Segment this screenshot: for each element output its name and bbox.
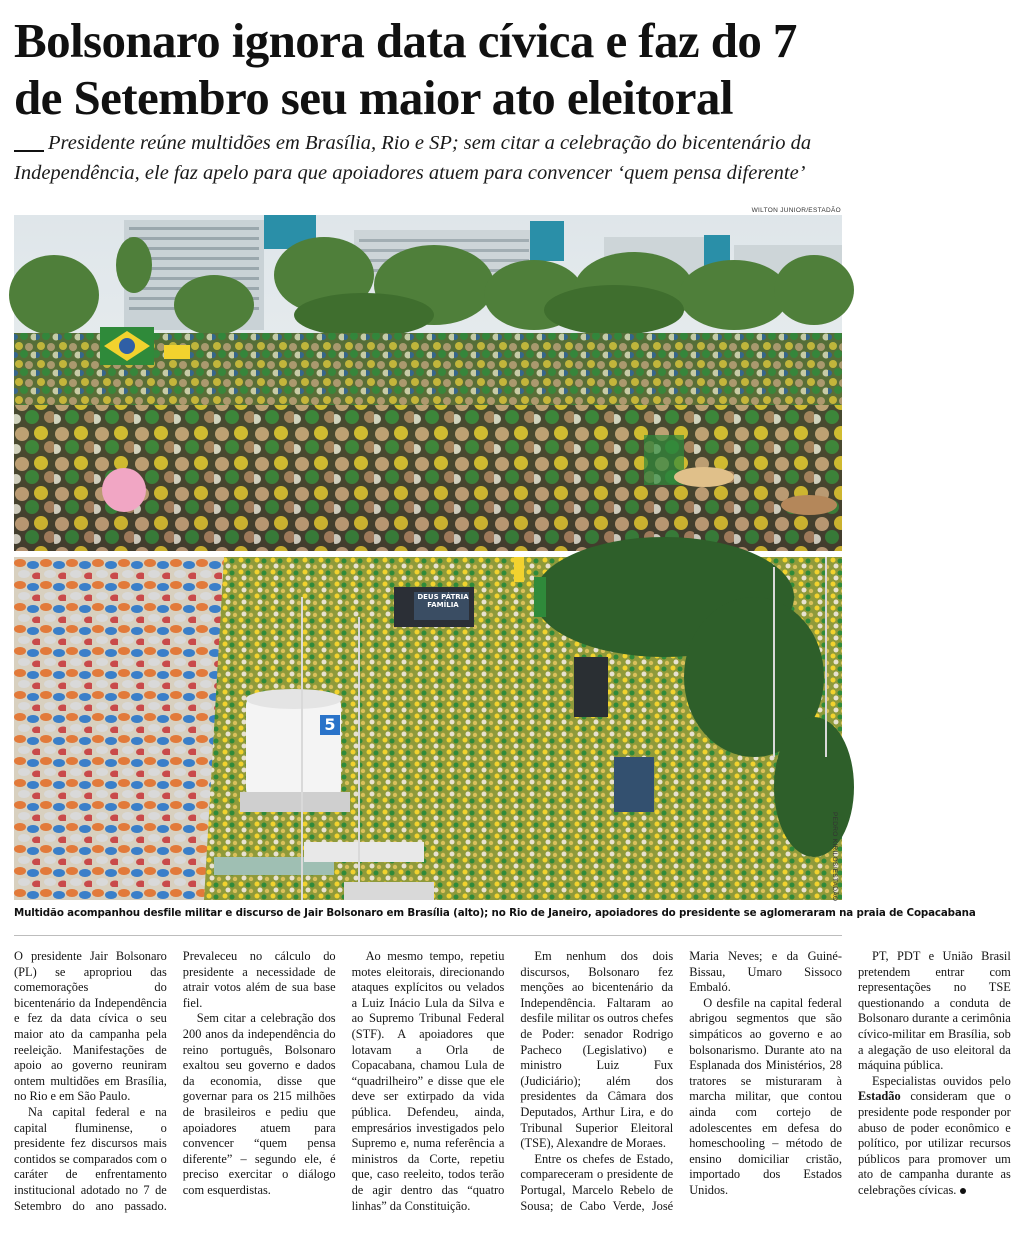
final-bold-source: Estadão [857, 1089, 901, 1104]
body-paragraph: Entre os chefes de Estado, compareceram o presidente de Portugal, Marcelo Rebelo de Sousa; de Cabo Verde, José Maria Neves; e da Guiné-Bissau, Umaro Sissoco Embaló. [520, 949, 842, 1213]
end-mark-icon [960, 1188, 966, 1194]
headline: Bolsonaro ignora data cívica e faz do 7 de Setembro seu maior ato eleitoral [14, 13, 797, 125]
stage-banner-text: DEUS PÁTRIA FAMÍLIA [417, 593, 469, 609]
caption-rule [14, 935, 842, 936]
tower-number: 5 [324, 715, 336, 734]
photo-caption: Multidão acompanhou desfile militar e discurso de Jair Bolsonaro em Brasília (alto); no Rio de Janeiro, apoiadores do presidente se aglomeraram na praia de Copacabana [14, 907, 976, 919]
body-paragraph: Em nenhum dos dois discursos, Bolsonaro fez menções ao bicentenário da Independência. Faltaram ao desfile militar os outros chefes de Poder: senador Rodrigo Pacheco (Legislativo) e ministro Luiz Fux (Judiciário); além dos presidentes da Câmara dos Deputados, Arthur Lira, e do Tribunal Superior Eleitoral (TSE), Alexandre de Moraes. [520, 949, 674, 1151]
article-body [14, 949, 1011, 1229]
final-rest: consideram que o presidente pode responder por abuso de poder econômico e político, por utilizar recursos públicos para promover um ato de campanha durante as celebrações cívicas. [857, 1089, 1011, 1197]
body-paragraph: PT, PDT e União Brasil pretendem entrar com representações no TSE questionando a conduta de Bolsonaro durante a cerimônia cívico-militar em Brasília, sob a alegação de uso eleitoral da máquina pública. [857, 949, 1011, 1073]
body-paragraph: O presidente Jair Bolsonaro (PL) se apropriou das comemorações do bicentenário da Independência e fez da data cívica o seu maior ato da campanha pela reeleição. Manifestações de apoio ao governo reuniram ontem multidões em Brasília, no Rio e em São Paulo. [14, 949, 167, 1104]
photo-credit-top: WILTON JUNIOR/ESTADÃO [751, 207, 841, 214]
photo-credit-bottom: PEDRO KIRILOS/ESTADÃO [831, 812, 838, 902]
body-paragraph: Sem citar a celebração dos 200 anos da independência do reino português, Bolsonaro exaltou seu governo e dados da economia, disse que governar para os 215 milhões de brasileiros e pediu que apoiadores atuem para convencer “quem pensa diferente” – segundo ele, é preciso exercitar o diálogo com esquerdistas. [182, 1011, 336, 1197]
body-paragraph: O desfile na capital federal abrigou segmentos que são simpáticos ao governo e ao bolsonarismo. Durante ato na Esplanada dos Ministérios, 28 tratores se misturaram à marcha militar, que contou ainda com cortejo de adolescentes em defesa do homeschooling – método de ensino domiciliar cristão, importado dos Estados Unidos. [689, 995, 842, 1197]
deck: Presidente reúne multidões em Brasília, Rio e SP; sem citar a celebração do bicentenário da Independência, ele faz apelo para que apoiadores atuem para convencer ‘quem pensa diferente’ [14, 132, 812, 184]
photo-brasilia-crowd [14, 215, 842, 551]
photo-copacabana-crowd [14, 557, 842, 900]
body-paragraph-final [858, 1074, 1011, 1199]
final-lead: Especialistas ouvidos pelo [871, 1073, 1011, 1088]
body-paragraph: Na capital federal e na capital fluminense, o presidente fez discursos mais contidos se comparados com o caráter de enfrentamento institucional adotado no 7 de Setembro do ano passado. Prevaleceu no cálculo do presidente a necessidade de atrair votos além de sua base fiel. [14, 949, 336, 1213]
body-paragraph: Ao mesmo tempo, repetiu motes eleitorais, direcionando ataques explícitos ou velados a Luiz Inácio Lula da Silva e ao Supremo Tribunal Federal (STF). A apoiadores que lotavam a Orla de Copacabana, chamou Lula de “quadrilheiro” e disse que ele deve ser extirpado da vida pública. Defendeu, ainda, empresários investigados pelo Supremo e, numa referência a ministros da Corte, repetiu que, caso reeleito, todos terão de agir dentro das “quatro linhas” da Constituição. [351, 949, 505, 1213]
